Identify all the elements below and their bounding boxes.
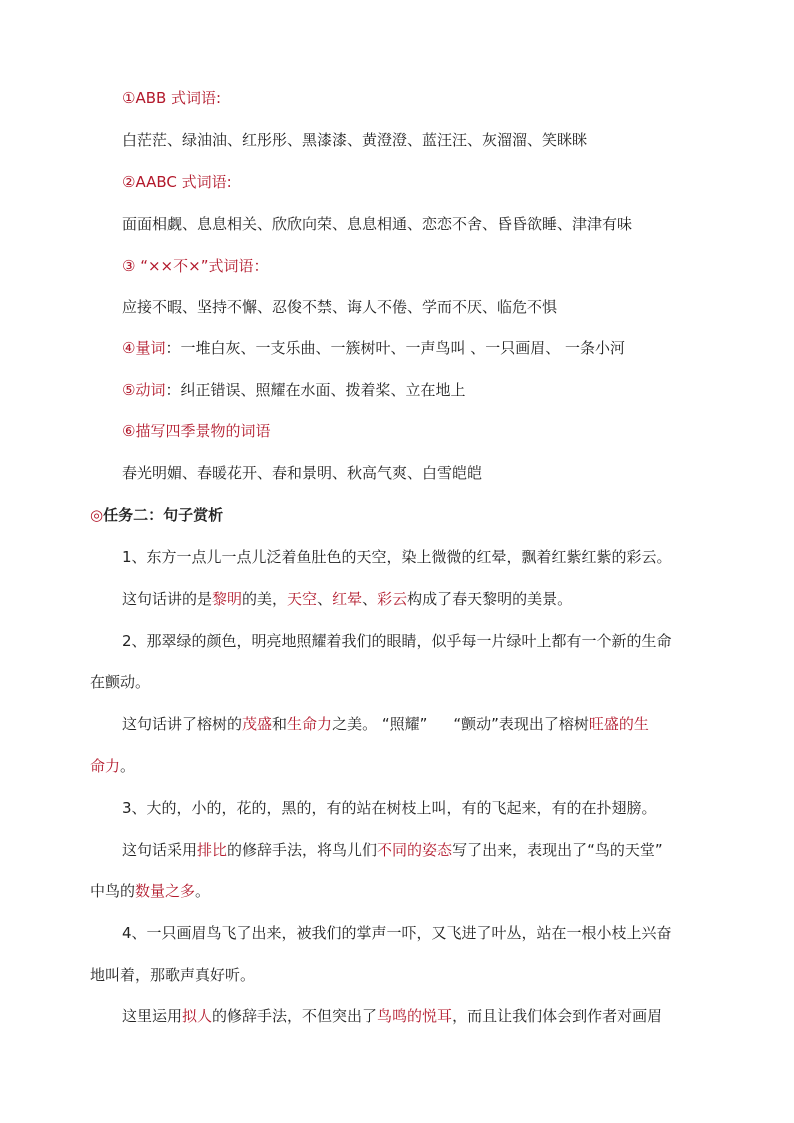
dongci-line [122,380,752,400]
analysis-text: 写了出来，表现出了“鸟的天堂” [452,841,663,859]
highlight: 天空 [287,590,318,608]
liangci-label: ④量词 [122,339,166,357]
analysis-text: 这句话讲的是 [122,590,213,608]
aabc-words: 面面相觑、息息相关、欣欣向荣、息息相通、恋恋不舍、昏昏欲睡、津津有味 [122,215,633,233]
analysis-text: 和 [272,715,288,733]
highlight: 旺盛的生 [588,715,649,733]
analysis-3-line2 [90,881,720,901]
target-icon: ◎ [90,506,104,524]
analysis-text: 的修辞手法，不但突出了 [212,1007,378,1025]
sentence-1: 1、东方一点儿一点儿泛着鱼肚色的天空，染上微微的红晕，飘着红紫红紫的彩云。 [122,548,672,566]
analysis-text: 、 [362,590,378,608]
analysis-text: 构成了春天黎明的美景。 [407,590,573,608]
task2-title: 任务二：句子赏析 [103,506,224,524]
sentence-3: 3、大的，小的，花的，黑的，有的站在树枝上叫，有的飞起来，有的在扑翅膀。 [122,799,657,817]
highlight: 数量之多 [135,882,196,900]
siji-words: 春光明媚、春暖花开、春和景明、秋高气爽、白雪皑皑 [122,464,483,482]
sentence-4-line2: 地叫着，那歌声真好听。 [90,966,256,984]
analysis-text: 。 [120,757,136,775]
highlight: 命力 [90,757,121,775]
liangci-words: ：一堆白灰、一支乐曲、一簇树叶、一声鸟叫 、一只画眉、 一条小河 [165,339,625,357]
siji-title: ⑥描写四季景物的词语 [122,422,271,440]
analysis-3-line1 [122,840,752,860]
aabc-title: ②AABC 式词语: [122,173,232,191]
liangci-line [122,338,752,358]
analysis-text: 中鸟的 [90,882,136,900]
dongci-label: ⑤动词 [122,381,166,399]
analysis-2-line1 [122,714,752,734]
highlight: 不同的姿态 [377,841,453,859]
analysis-text: 的美， [242,590,288,608]
sentence-2-line1: 2、那翠绿的颜色，明亮地照耀着我们的眼睛，似乎每一片绿叶上都有一个新的生命 [122,632,672,650]
analysis-text: 这句话采用 [122,841,198,859]
analysis-text: 、 [317,590,333,608]
highlight: 黎明 [212,590,243,608]
analysis-2-line2 [90,756,720,776]
sentence-2-line2: 在颤动。 [90,673,151,691]
analysis-4 [122,1006,752,1026]
dongci-words: ：纠正错误、照耀在水面、拨着桨、立在地上 [165,381,466,399]
highlight: 生命力 [287,715,333,733]
sentence-4-line1: 4、一只画眉鸟飞了出来，被我们的掌声一吓，又飞进了叶丛，站在一根小枝上兴奋 [122,924,672,942]
analysis-text: 这里运用 [122,1007,183,1025]
xbux-title: ③ “××不×”式词语： [122,257,269,275]
analysis-text: 。 [195,882,211,900]
abb-words: 白茫茫、绿油油、红彤彤、黑漆漆、黄澄澄、蓝汪汪、灰溜溜、笑眯眯 [122,131,588,149]
analysis-text: ，而且让我们体会到作者对画眉 [452,1007,663,1025]
task2-heading [90,505,720,525]
analysis-1 [122,589,752,609]
analysis-text: 之美。 “照耀” [332,715,428,733]
highlight: 拟人 [182,1007,213,1025]
analysis-text: “颤动”表现出了榕树 [453,715,589,733]
analysis-text: 的修辞手法，将鸟儿们 [227,841,378,859]
highlight: 茂盛 [242,715,273,733]
xbux-words: 应接不暇、坚持不懈、忍俊不禁、诲人不倦、学而不厌、临危不惧 [122,298,558,316]
highlight: 红晕 [332,590,363,608]
highlight: 排比 [197,841,228,859]
highlight: 彩云 [377,590,408,608]
abb-title: ①ABB 式词语: [122,89,222,107]
analysis-text: 这句话讲了榕树的 [122,715,243,733]
highlight: 鸟鸣的悦耳 [377,1007,453,1025]
